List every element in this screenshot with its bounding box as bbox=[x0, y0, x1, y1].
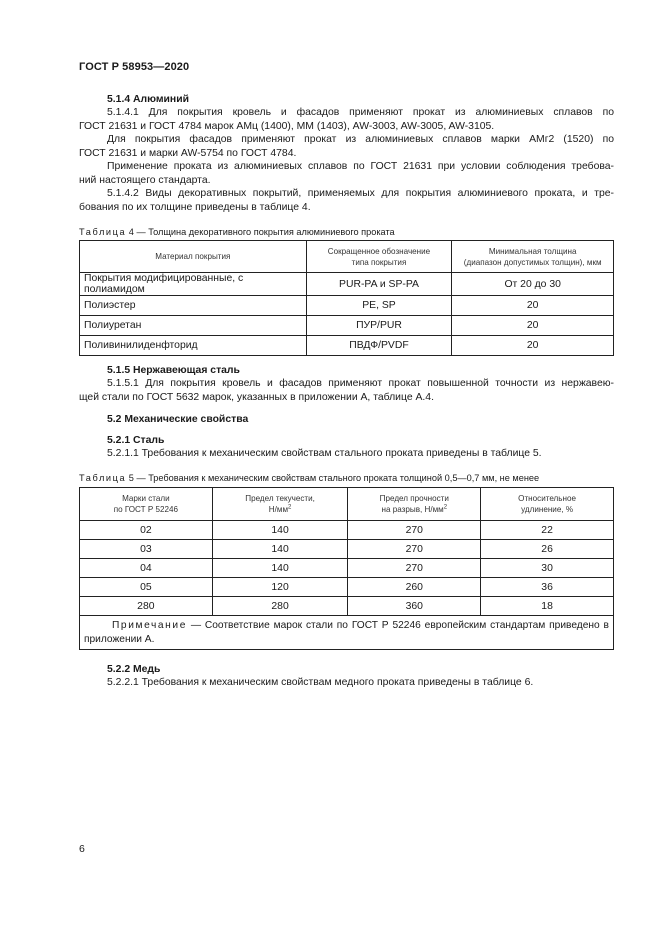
table-row bbox=[80, 559, 614, 578]
table-cell: От 20 до 30 bbox=[452, 273, 614, 296]
table-cell: Покрытия модифицированные, с полиамидом bbox=[80, 273, 307, 296]
section-5-1-5-paragraph bbox=[79, 377, 614, 404]
table-cell: 22 bbox=[481, 521, 614, 540]
column-header: Предел прочности на разрыв, $Н/мм^2$ bbox=[348, 488, 481, 521]
table-row bbox=[80, 597, 614, 616]
table-cell: 360 bbox=[348, 597, 481, 616]
table-cell: 04 bbox=[80, 559, 213, 578]
table-cell: 270 bbox=[348, 521, 481, 540]
table-header-row bbox=[80, 241, 614, 273]
table-row bbox=[80, 273, 614, 296]
table-cell: ПУР/PUR bbox=[306, 316, 452, 336]
table-cell: 280 bbox=[80, 597, 213, 616]
table-row bbox=[80, 521, 614, 540]
page-header-doc-id: ГОСТ Р 58953—2020 bbox=[79, 61, 190, 73]
table-4 bbox=[79, 240, 614, 356]
caption-word: Таблица bbox=[79, 473, 127, 483]
table-cell: Поливинилиденфторид bbox=[80, 336, 307, 356]
table-cell: Полиуретан bbox=[80, 316, 307, 336]
table-cell: 18 bbox=[481, 597, 614, 616]
table-cell: 03 bbox=[80, 540, 213, 559]
table-cell: 270 bbox=[348, 559, 481, 578]
table-cell: 260 bbox=[348, 578, 481, 597]
table-row bbox=[80, 296, 614, 316]
caption-word: Таблица bbox=[79, 227, 127, 237]
table-row bbox=[80, 316, 614, 336]
table-cell: PE, SP bbox=[306, 296, 452, 316]
para-line: ГОСТ 21631 и марки AW-5754 по ГОСТ 4784. bbox=[79, 147, 297, 159]
section-5-1-5-title: 5.1.5 Нержавеющая сталь bbox=[107, 365, 240, 376]
table-cell: 280 bbox=[212, 597, 348, 616]
para-line: Для покрытия фасадов применяют прокат из алюминиевых сплавов марки АМг2 (1520) по bbox=[107, 134, 614, 145]
column-header: Материал покрытия bbox=[80, 241, 307, 273]
table-cell: 20 bbox=[452, 316, 614, 336]
para-line: 5.1.4.2 Виды декоративных покрытий, применяемых для покрытия алюминиевого проката, и тре- bbox=[107, 188, 614, 199]
table-row bbox=[80, 578, 614, 597]
table-cell: 140 bbox=[212, 540, 348, 559]
note-text: — Соответствие марок стали по ГОСТ Р 52246 европейским стандартам приведено в bbox=[190, 620, 609, 631]
table-note bbox=[80, 616, 614, 650]
note-word: Примечание bbox=[112, 620, 187, 631]
table-5-caption bbox=[79, 472, 614, 486]
note-text: приложении А. bbox=[84, 633, 155, 645]
section-5-2-1-paragraph: 5.2.1.1 Требования к механическим свойствам стального проката приведены в таблице 5. bbox=[107, 448, 542, 459]
table-row bbox=[80, 336, 614, 356]
table-header-row bbox=[80, 488, 614, 521]
section-5-2-2-paragraph: 5.2.2.1 Требования к механическим свойствам медного проката приведены в таблице 6. bbox=[107, 677, 534, 688]
table-cell: 120 bbox=[212, 578, 348, 597]
table-note-row bbox=[80, 616, 614, 650]
table-cell: 140 bbox=[212, 559, 348, 578]
table-cell: 26 bbox=[481, 540, 614, 559]
column-header: Минимальная толщина (диапазон допустимых толщин), мкм bbox=[452, 241, 614, 273]
section-5-1-4-paragraphs bbox=[79, 106, 614, 214]
para-line: ний настоящего стандарта. bbox=[79, 174, 211, 186]
para-line: 5.1.4.1 Для покрытия кровель и фасадов применяют прокат из алюминиевых сплавов по bbox=[107, 107, 614, 118]
column-header: Сокращенное обозначение типа покрытия bbox=[306, 241, 452, 273]
table-cell: 270 bbox=[348, 540, 481, 559]
section-5-2-title: 5.2 Механические свойства bbox=[107, 414, 249, 425]
table-row bbox=[80, 540, 614, 559]
para-line: ГОСТ 21631 и ГОСТ 4784 марок АМц (1400), ММ (1403), AW-3003, AW-3005, AW-3105. bbox=[79, 120, 495, 132]
table-cell: 36 bbox=[481, 578, 614, 597]
column-header: Предел текучести, $Н/мм^2$ bbox=[212, 488, 348, 521]
column-header: Относительное удлинение, % bbox=[481, 488, 614, 521]
caption-text: 4 — Толщина декоративного покрытия алюминиевого проката bbox=[128, 227, 395, 237]
table-cell: 30 bbox=[481, 559, 614, 578]
table-cell: 05 bbox=[80, 578, 213, 597]
table-4-caption bbox=[79, 226, 614, 240]
page-number: 6 bbox=[79, 843, 85, 855]
caption-text: 5 — Требования к механическим свойствам стального проката толщиной 0,5—0,7 мм, не менее bbox=[128, 473, 540, 483]
table-cell: Полиэстер bbox=[80, 296, 307, 316]
section-5-2-2-title: 5.2.2 Медь bbox=[107, 664, 161, 675]
section-5-1-4-title: 5.1.4 Алюминий bbox=[107, 94, 189, 105]
para-line: бования по их толщине приведены в таблице 4. bbox=[79, 201, 311, 213]
para-line: 5.1.5.1 Для покрытия кровель и фасадов применяют прокат повышенной точности из нержавею- bbox=[107, 378, 614, 389]
column-header: Марки стали по ГОСТ Р 52246 bbox=[80, 488, 213, 521]
table-5 bbox=[79, 487, 614, 650]
table-cell: 02 bbox=[80, 521, 213, 540]
table-cell: 20 bbox=[452, 336, 614, 356]
table-cell: 140 bbox=[212, 521, 348, 540]
para-line: Применение проката из алюминиевых сплавов по ГОСТ 21631 при условии соблюдения требова- bbox=[107, 161, 614, 172]
para-line: щей стали по ГОСТ 5632 марок, указанных в приложении А, таблице А.4. bbox=[79, 391, 434, 403]
table-cell: ПВДФ/PVDF bbox=[306, 336, 452, 356]
table-cell: PUR-PA и SP-PA bbox=[306, 273, 452, 296]
table-cell: 20 bbox=[452, 296, 614, 316]
section-5-2-1-title: 5.2.1 Сталь bbox=[107, 435, 165, 446]
